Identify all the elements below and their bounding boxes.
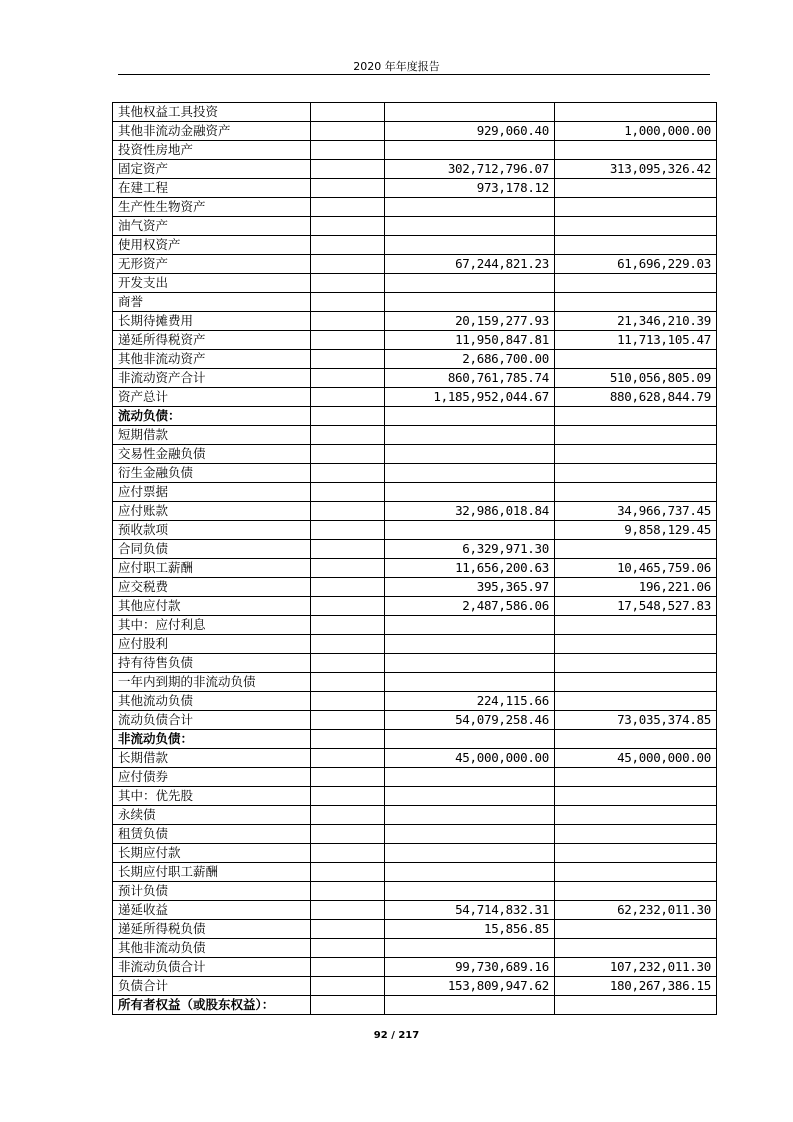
prior-period-value <box>555 426 717 445</box>
table-row <box>113 768 717 787</box>
prior-period-value: 180,267,386.15 <box>555 977 717 996</box>
prior-period-value <box>555 179 717 198</box>
row-label: 应付债券 <box>113 768 311 787</box>
table-row <box>113 426 717 445</box>
current-period-value <box>385 616 555 635</box>
current-period-value <box>385 103 555 122</box>
row-label: 应付账款 <box>113 502 311 521</box>
note-cell <box>311 654 385 673</box>
note-cell <box>311 578 385 597</box>
row-label: 交易性金融负债 <box>113 445 311 464</box>
row-label: 生产性生物资产 <box>113 198 311 217</box>
current-period-value <box>385 939 555 958</box>
prior-period-value <box>555 103 717 122</box>
row-label: 负债合计 <box>113 977 311 996</box>
current-period-value: 153,809,947.62 <box>385 977 555 996</box>
prior-period-value: 11,713,105.47 <box>555 331 717 350</box>
prior-period-value <box>555 198 717 217</box>
note-cell <box>311 103 385 122</box>
header-rule <box>118 74 710 75</box>
row-label: 预计负债 <box>113 882 311 901</box>
note-cell <box>311 673 385 692</box>
current-period-value <box>385 274 555 293</box>
note-cell <box>311 464 385 483</box>
table-row <box>113 483 717 502</box>
prior-period-value: 313,095,326.42 <box>555 160 717 179</box>
current-period-value <box>385 635 555 654</box>
table-row <box>113 844 717 863</box>
prior-period-value: 73,035,374.85 <box>555 711 717 730</box>
note-cell <box>311 540 385 559</box>
current-period-value <box>385 844 555 863</box>
note-cell <box>311 350 385 369</box>
row-label: 应交税费 <box>113 578 311 597</box>
table-row <box>113 388 717 407</box>
current-period-value <box>385 217 555 236</box>
prior-period-value: 10,465,759.06 <box>555 559 717 578</box>
row-label: 所有者权益（或股东权益）： <box>113 996 311 1015</box>
table-row <box>113 787 717 806</box>
report-title: 2020 年年度报告 <box>353 60 440 73</box>
row-label: 永续债 <box>113 806 311 825</box>
prior-period-value: 62,232,011.30 <box>555 901 717 920</box>
current-period-value: 6,329,971.30 <box>385 540 555 559</box>
prior-period-value <box>555 274 717 293</box>
table-row <box>113 882 717 901</box>
note-cell <box>311 293 385 312</box>
current-period-value: 15,856.85 <box>385 920 555 939</box>
current-period-value: 860,761,785.74 <box>385 369 555 388</box>
current-period-value: 11,950,847.81 <box>385 331 555 350</box>
prior-period-value <box>555 882 717 901</box>
current-period-value <box>385 863 555 882</box>
row-label: 非流动负债： <box>113 730 311 749</box>
note-cell <box>311 806 385 825</box>
prior-period-value: 196,221.06 <box>555 578 717 597</box>
table-row <box>113 654 717 673</box>
current-period-value: 20,159,277.93 <box>385 312 555 331</box>
current-period-value <box>385 673 555 692</box>
row-label: 在建工程 <box>113 179 311 198</box>
row-label: 长期借款 <box>113 749 311 768</box>
current-period-value: 45,000,000.00 <box>385 749 555 768</box>
note-cell <box>311 768 385 787</box>
prior-period-value <box>555 407 717 426</box>
note-cell <box>311 331 385 350</box>
note-cell <box>311 255 385 274</box>
note-cell <box>311 692 385 711</box>
current-period-value <box>385 521 555 540</box>
current-period-value: 32,986,018.84 <box>385 502 555 521</box>
current-period-value: 54,079,258.46 <box>385 711 555 730</box>
note-cell <box>311 787 385 806</box>
prior-period-value <box>555 217 717 236</box>
row-label: 长期应付职工薪酬 <box>113 863 311 882</box>
note-cell <box>311 217 385 236</box>
note-cell <box>311 844 385 863</box>
row-label: 非流动资产合计 <box>113 369 311 388</box>
table-row <box>113 369 717 388</box>
current-period-value: 1,185,952,044.67 <box>385 388 555 407</box>
note-cell <box>311 407 385 426</box>
prior-period-value <box>555 464 717 483</box>
prior-period-value: 45,000,000.00 <box>555 749 717 768</box>
prior-period-value: 510,056,805.09 <box>555 369 717 388</box>
table-row <box>113 198 717 217</box>
table-row <box>113 236 717 255</box>
row-label: 资产总计 <box>113 388 311 407</box>
row-label: 非流动负债合计 <box>113 958 311 977</box>
note-cell <box>311 122 385 141</box>
note-cell <box>311 141 385 160</box>
table-row <box>113 673 717 692</box>
note-cell <box>311 939 385 958</box>
row-label: 其他非流动资产 <box>113 350 311 369</box>
table-row <box>113 977 717 996</box>
current-period-value <box>385 293 555 312</box>
table-row <box>113 996 717 1015</box>
table-row <box>113 616 717 635</box>
prior-period-value: 9,858,129.45 <box>555 521 717 540</box>
note-cell <box>311 445 385 464</box>
table-row <box>113 103 717 122</box>
table-row <box>113 407 717 426</box>
note-cell <box>311 901 385 920</box>
table-row <box>113 863 717 882</box>
row-label: 油气资产 <box>113 217 311 236</box>
row-label: 固定资产 <box>113 160 311 179</box>
table-row <box>113 806 717 825</box>
row-label: 应付票据 <box>113 483 311 502</box>
current-period-value: 11,656,200.63 <box>385 559 555 578</box>
table-row <box>113 920 717 939</box>
row-label: 投资性房地产 <box>113 141 311 160</box>
row-label: 应付职工薪酬 <box>113 559 311 578</box>
table-row <box>113 635 717 654</box>
table-row <box>113 141 717 160</box>
row-label: 其他权益工具投资 <box>113 103 311 122</box>
table-row <box>113 540 717 559</box>
row-label: 持有待售负债 <box>113 654 311 673</box>
prior-period-value: 34,966,737.45 <box>555 502 717 521</box>
current-period-value <box>385 464 555 483</box>
prior-period-value <box>555 445 717 464</box>
table-row <box>113 749 717 768</box>
row-label: 无形资产 <box>113 255 311 274</box>
table-row <box>113 179 717 198</box>
row-label: 使用权资产 <box>113 236 311 255</box>
table-row <box>113 692 717 711</box>
current-period-value: 67,244,821.23 <box>385 255 555 274</box>
current-period-value: 54,714,832.31 <box>385 901 555 920</box>
row-label: 长期应付款 <box>113 844 311 863</box>
row-label: 租赁负债 <box>113 825 311 844</box>
row-label: 合同负债 <box>113 540 311 559</box>
note-cell <box>311 160 385 179</box>
table-row <box>113 730 717 749</box>
row-label: 递延所得税资产 <box>113 331 311 350</box>
row-label: 递延所得税负债 <box>113 920 311 939</box>
current-period-value: 929,060.40 <box>385 122 555 141</box>
current-period-value <box>385 141 555 160</box>
row-label: 应付股利 <box>113 635 311 654</box>
row-label: 流动负债合计 <box>113 711 311 730</box>
prior-period-value: 1,000,000.00 <box>555 122 717 141</box>
table-row <box>113 160 717 179</box>
current-period-value <box>385 654 555 673</box>
row-label: 一年内到期的非流动负债 <box>113 673 311 692</box>
note-cell <box>311 179 385 198</box>
table-row <box>113 312 717 331</box>
note-cell <box>311 502 385 521</box>
current-period-value: 2,686,700.00 <box>385 350 555 369</box>
table-row <box>113 521 717 540</box>
current-period-value <box>385 445 555 464</box>
row-label: 其他流动负债 <box>113 692 311 711</box>
prior-period-value <box>555 141 717 160</box>
prior-period-value <box>555 768 717 787</box>
prior-period-value <box>555 920 717 939</box>
note-cell <box>311 825 385 844</box>
current-period-value: 99,730,689.16 <box>385 958 555 977</box>
prior-period-value <box>555 996 717 1015</box>
current-period-value <box>385 787 555 806</box>
note-cell <box>311 483 385 502</box>
balance-sheet-table <box>112 102 717 1015</box>
row-label: 其他应付款 <box>113 597 311 616</box>
note-cell <box>311 730 385 749</box>
prior-period-value <box>555 844 717 863</box>
note-cell <box>311 616 385 635</box>
note-cell <box>311 388 385 407</box>
prior-period-value <box>555 730 717 749</box>
prior-period-value: 21,346,210.39 <box>555 312 717 331</box>
note-cell <box>311 198 385 217</box>
table-row <box>113 939 717 958</box>
row-label: 短期借款 <box>113 426 311 445</box>
note-cell <box>311 426 385 445</box>
prior-period-value <box>555 540 717 559</box>
table-row <box>113 331 717 350</box>
current-period-value <box>385 882 555 901</box>
row-label: 递延收益 <box>113 901 311 920</box>
current-period-value: 302,712,796.07 <box>385 160 555 179</box>
note-cell <box>311 977 385 996</box>
current-period-value: 395,365.97 <box>385 578 555 597</box>
table-row <box>113 711 717 730</box>
prior-period-value <box>555 293 717 312</box>
note-cell <box>311 958 385 977</box>
table-row <box>113 217 717 236</box>
table-row <box>113 445 717 464</box>
note-cell <box>311 882 385 901</box>
current-period-value: 224,115.66 <box>385 692 555 711</box>
note-cell <box>311 635 385 654</box>
note-cell <box>311 236 385 255</box>
row-label: 其他非流动金融资产 <box>113 122 311 141</box>
prior-period-value <box>555 863 717 882</box>
note-cell <box>311 274 385 293</box>
table-row <box>113 502 717 521</box>
note-cell <box>311 369 385 388</box>
row-label: 衍生金融负债 <box>113 464 311 483</box>
prior-period-value <box>555 635 717 654</box>
prior-period-value <box>555 673 717 692</box>
table-row <box>113 597 717 616</box>
note-cell <box>311 863 385 882</box>
current-period-value <box>385 407 555 426</box>
prior-period-value <box>555 616 717 635</box>
note-cell <box>311 749 385 768</box>
note-cell <box>311 597 385 616</box>
row-label: 其中：优先股 <box>113 787 311 806</box>
prior-period-value <box>555 825 717 844</box>
current-period-value <box>385 483 555 502</box>
note-cell <box>311 312 385 331</box>
prior-period-value <box>555 787 717 806</box>
current-period-value <box>385 768 555 787</box>
row-label: 预收款项 <box>113 521 311 540</box>
table-row <box>113 901 717 920</box>
current-period-value <box>385 996 555 1015</box>
prior-period-value: 61,696,229.03 <box>555 255 717 274</box>
note-cell <box>311 920 385 939</box>
current-period-value <box>385 806 555 825</box>
prior-period-value <box>555 483 717 502</box>
table-row <box>113 293 717 312</box>
prior-period-value <box>555 806 717 825</box>
row-label: 其他非流动负债 <box>113 939 311 958</box>
current-period-value <box>385 730 555 749</box>
note-cell <box>311 521 385 540</box>
table-row <box>113 350 717 369</box>
current-period-value <box>385 236 555 255</box>
prior-period-value: 17,548,527.83 <box>555 597 717 616</box>
prior-period-value: 880,628,844.79 <box>555 388 717 407</box>
note-cell <box>311 559 385 578</box>
table-row <box>113 559 717 578</box>
row-label: 开发支出 <box>113 274 311 293</box>
page-number: 92 / 217 <box>373 1030 420 1041</box>
table-row <box>113 122 717 141</box>
current-period-value <box>385 825 555 844</box>
row-label: 长期待摊费用 <box>113 312 311 331</box>
note-cell <box>311 711 385 730</box>
current-period-value: 2,487,586.06 <box>385 597 555 616</box>
row-label: 流动负债： <box>113 407 311 426</box>
prior-period-value <box>555 692 717 711</box>
current-period-value <box>385 426 555 445</box>
prior-period-value <box>555 350 717 369</box>
table-row <box>113 464 717 483</box>
current-period-value: 973,178.12 <box>385 179 555 198</box>
table-row <box>113 578 717 597</box>
table-row <box>113 825 717 844</box>
table-row <box>113 255 717 274</box>
prior-period-value: 107,232,011.30 <box>555 958 717 977</box>
current-period-value <box>385 198 555 217</box>
table-row <box>113 958 717 977</box>
prior-period-value <box>555 939 717 958</box>
row-label: 商誉 <box>113 293 311 312</box>
prior-period-value <box>555 654 717 673</box>
prior-period-value <box>555 236 717 255</box>
row-label: 其中：应付利息 <box>113 616 311 635</box>
table-row <box>113 274 717 293</box>
note-cell <box>311 996 385 1015</box>
balance-sheet-body <box>113 103 717 1015</box>
